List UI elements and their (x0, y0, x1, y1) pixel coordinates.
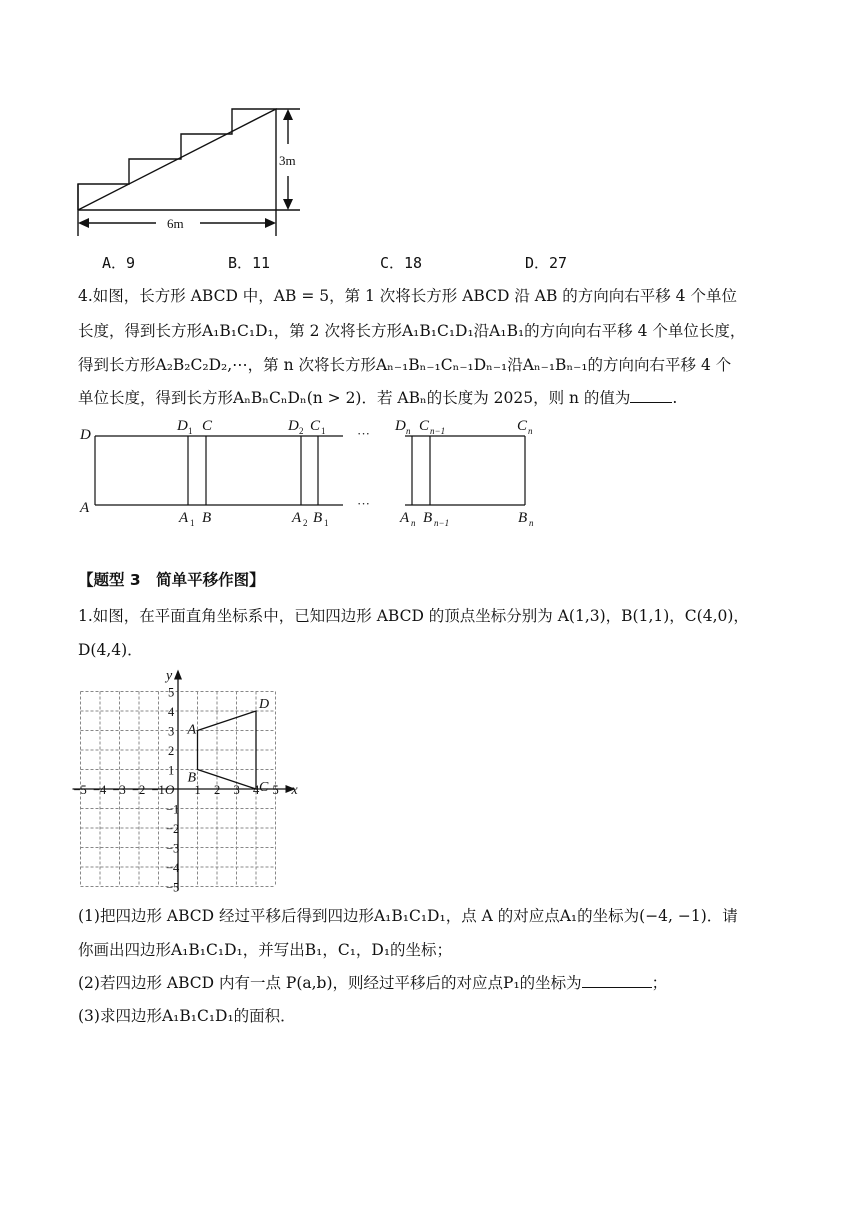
label-bn1-sub: n−1 (434, 518, 450, 528)
y-tick-label: −1 (166, 802, 180, 817)
q4-line-2: 长度，得到长方形A₁B₁C₁D₁，第 2 次将长方形A₁B₁C₁D₁沿A₁B₁的方向向右平移 4 个单位长度， (78, 322, 746, 340)
section-heading: 【题型 3 简单平移作图】 (78, 571, 265, 589)
x-tick-label: 3 (233, 783, 240, 797)
answer-blank-p1 (582, 973, 652, 988)
width-label: 6m (167, 216, 184, 231)
label-d1: D (177, 418, 188, 434)
y-tick-label: −5 (166, 880, 180, 895)
label-d2-sub: 2 (299, 426, 304, 436)
x-tick-label: −5 (73, 783, 87, 797)
part-2-end: ； (651, 974, 668, 992)
origin-label: O (165, 782, 175, 797)
coordinate-grid (75, 668, 315, 893)
label-c1-sub: 1 (321, 426, 326, 436)
label-cn1-sub: n−1 (430, 426, 446, 436)
part-2-line (78, 973, 667, 993)
label-an-sub: n (411, 518, 416, 528)
point-label-c: C (259, 780, 269, 795)
part-2-text: (2)若四边形 ABCD 内有一点 P(a,b)，则经过平移后的对应点P₁的坐标为 (78, 974, 582, 992)
label-cn1: C (419, 418, 430, 434)
label-b1-sub: 1 (324, 518, 329, 528)
label-c: C (202, 418, 213, 434)
y-tick-label: 4 (168, 705, 175, 719)
q4-line-1: 4.如图，长方形 ABCD 中，AB = 5，第 1 次将长方形 ABCD 沿 AB 的方向向右平移 4 个单位 (78, 287, 737, 305)
label-a1-sub: 1 (190, 518, 195, 528)
x-tick-label: −2 (132, 783, 146, 797)
point-label-b: B (187, 770, 197, 786)
label-d2: D (288, 418, 299, 434)
y-tick-label: −3 (166, 841, 180, 856)
y-tick-label: −4 (166, 861, 180, 875)
label-dn: D (395, 418, 406, 434)
y-tick-label: 2 (168, 744, 175, 758)
option-d: D．27 (525, 254, 568, 272)
label-an: A (400, 510, 410, 526)
arrowhead-right (265, 218, 276, 228)
y-tick-label: 5 (168, 685, 175, 700)
x-tick-label: 4 (253, 783, 260, 797)
label-a2: A (292, 510, 302, 526)
x-tick-label: 2 (214, 783, 221, 797)
label-d: D (80, 427, 91, 443)
label-b1: B (313, 510, 323, 526)
q4-line-4-text: 单位长度，得到长方形AₙBₙCₙDₙ(n > 2)．若 ABₙ的长度为 2025，则 n 的值为 (78, 389, 631, 407)
label-bn-sub: n (529, 518, 534, 528)
label-d1-sub: 1 (188, 426, 193, 436)
label-cn: C (517, 418, 528, 434)
x-tick-label: −1 (151, 783, 165, 797)
label-dn-sub: n (406, 426, 411, 436)
y-axis-arrow-icon (174, 670, 182, 680)
staircase-figure (70, 100, 310, 240)
part-3-line: (3)求四边形A₁B₁C₁D₁的面积． (78, 1007, 296, 1025)
part-1-line-b: 你画出四边形A₁B₁C₁D₁，并写出B₁，C₁，D₁的坐标； (78, 941, 453, 959)
point-label-d: D (259, 697, 270, 712)
rectangles-figure (75, 410, 555, 535)
x-tick-label: −4 (93, 783, 107, 797)
label-bn: B (518, 510, 528, 526)
y-tick-label: 1 (168, 763, 175, 778)
label-bn1: B (423, 510, 433, 526)
y-axis-label: y (166, 668, 173, 684)
x-tick-label: 1 (194, 783, 201, 797)
answer-blank-q4 (630, 388, 672, 403)
y-tick-label: −2 (166, 822, 180, 836)
option-c: C．18 (380, 254, 423, 272)
q4-line-3: 得到长方形A₂B₂C₂D₂,⋯，第 n 次将长方形Aₙ₋₁Bₙ₋₁Cₙ₋₁Dₙ₋₁沿Aₙ₋₁Bₙ₋₁的方向向右平移 4 个 (78, 356, 732, 374)
q1-line-1: 1.如图，在平面直角坐标系中，已知四边形 ABCD 的顶点坐标分别为 A(1,3)，B(1,1)，C(4,0)， (78, 607, 749, 625)
option-a: A．9 (102, 254, 136, 272)
label-a: A (80, 500, 90, 516)
label-a2-sub: 2 (303, 518, 308, 528)
label-b: B (202, 510, 212, 526)
arrowhead-left (78, 218, 89, 228)
label-bottom-dots: ··· (357, 496, 370, 511)
q1-line-2: D(4,4)． (78, 641, 143, 659)
label-top-dots: ··· (357, 426, 370, 441)
x-axis-label: x (291, 783, 298, 798)
arrowhead-down (283, 199, 293, 210)
y-tick-label: 3 (168, 724, 175, 739)
x-tick-label: 5 (272, 783, 279, 797)
arrowhead-up (283, 109, 293, 120)
point-label-a: A (187, 722, 197, 738)
option-b: B．11 (228, 254, 271, 272)
hypotenuse (78, 109, 276, 210)
part-1-line-a: (1)把四边形 ABCD 经过平移后得到四边形A₁B₁C₁D₁，点 A 的对应点A₁的坐标为(−4, −1)．请 (78, 907, 738, 925)
label-c1: C (310, 418, 321, 434)
q4-line-4 (78, 388, 677, 408)
label-cn-sub: n (528, 426, 533, 436)
label-a1: A (179, 510, 189, 526)
q4-line-4-end: . (672, 389, 678, 407)
height-label: 3m (279, 153, 296, 168)
x-tick-label: −3 (112, 783, 126, 797)
